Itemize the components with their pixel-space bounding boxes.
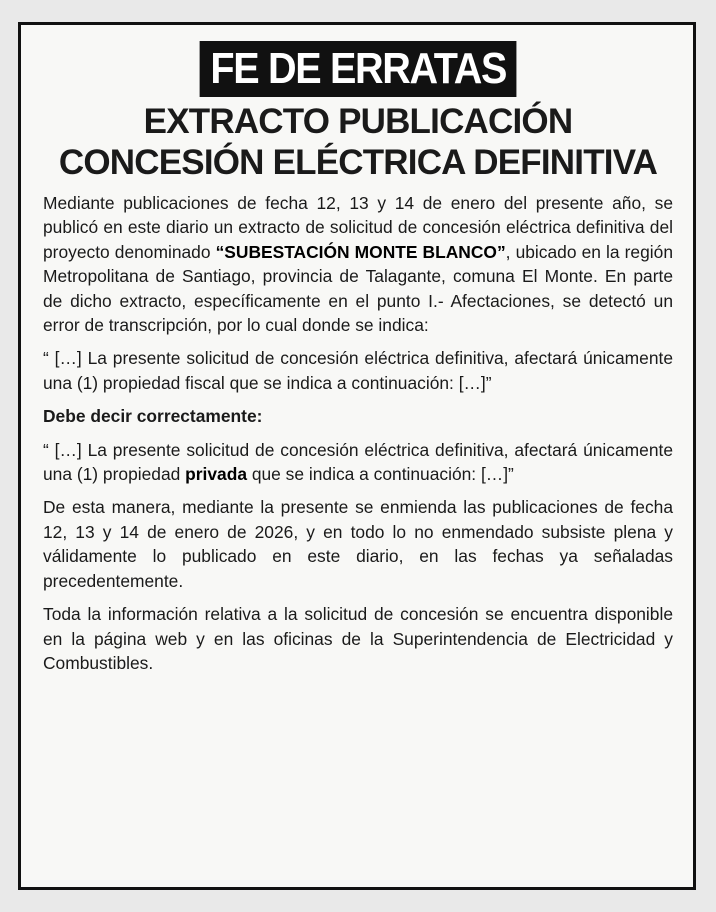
notice-frame [18, 22, 696, 890]
intro-paragraph [43, 191, 673, 337]
amendment-paragraph: De esta manera, mediante la presente se enmienda las publicaciones de fecha 12, 13 y 14 de enero de 2026, y en todo lo no enmendado subsiste plena y válidamente lo publicado en este diario, en las fechas ya señaladas precedentemente. [43, 497, 673, 591]
notice-title [43, 101, 673, 183]
title-line-1: EXTRACTO PUBLICACIÓN [143, 102, 573, 141]
title-line-2: CONCESIÓN ELÉCTRICA DEFINITIVA [58, 143, 658, 182]
corrected-quote [43, 438, 673, 487]
intro-text-before: Mediante publicaciones de fecha 12, 13 y 14 de enero del presente año, se publicó en este diario un extracto de solicitud de concesión eléctrica definitiva del proyecto denominado [43, 193, 673, 262]
corrected-text-before: “ […] La presente solicitud de concesión eléctrica definitiva, afectará únicamente una (1) propiedad [43, 439, 673, 485]
info-paragraph: Toda la información relativa a la solicitud de concesión se encuentra disponible en la página web y en las oficinas de la Superintendencia de Electricidad y Combustibles. [43, 604, 673, 673]
notice-body [43, 191, 673, 675]
corrected-text-after: que se indica a continuación: […]” [247, 464, 514, 485]
intro-text-after: , ubicado en la región Metropolitana de Santiago, provincia de Talagante, comuna El Monte. En parte de dicho extracto, específicamente en el punto I.- Afectaciones, se detectó un error de transcripción, por lo cual donde se indica: [43, 241, 673, 336]
project-name: “SUBESTACIÓN MONTE BLANCO” [215, 241, 506, 262]
original-quote: “ […] La presente solicitud de concesión eléctrica definitiva, afectará únicamente una (1) propiedad fiscal que se indica a continuación: […]” [43, 348, 673, 393]
correction-label: Debe decir correctamente: [43, 406, 263, 427]
errata-badge: FE DE ERRATAS [199, 41, 516, 97]
corrected-emphasis: privada [185, 464, 247, 485]
badge-container [43, 41, 673, 97]
